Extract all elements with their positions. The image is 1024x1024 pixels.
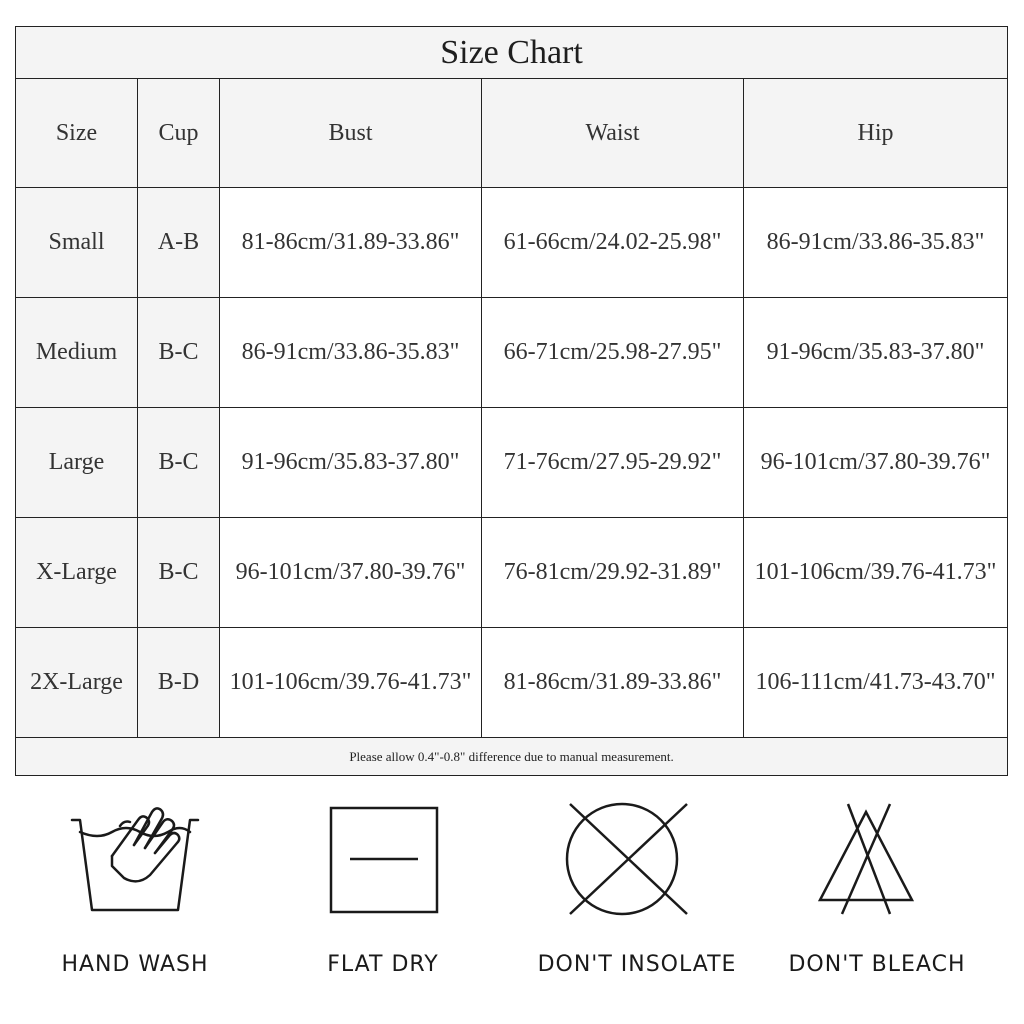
cup-cell: B-C xyxy=(138,518,220,628)
hip-cell: 91-96cm/35.83-37.80" xyxy=(744,298,1008,408)
care-instructions xyxy=(0,790,1024,1000)
hip-cell: 96-101cm/37.80-39.76" xyxy=(744,408,1008,518)
cup-cell: B-C xyxy=(138,298,220,408)
hip-cell: 106-111cm/41.73-43.70" xyxy=(744,628,1008,738)
column-header-hip: Hip xyxy=(744,79,1008,188)
chart-title: Size Chart xyxy=(16,27,1008,79)
cup-cell: A-B xyxy=(138,188,220,298)
waist-cell: 76-81cm/29.92-31.89" xyxy=(482,518,744,628)
care-item-dont-insolate xyxy=(522,790,752,990)
hip-cell: 86-91cm/33.86-35.83" xyxy=(744,188,1008,298)
do-not-insolate-icon xyxy=(522,790,752,940)
care-item-dont-bleach xyxy=(762,790,992,990)
care-label: HAND WASH xyxy=(61,952,209,977)
table-row xyxy=(16,408,1008,518)
bust-cell: 91-96cm/35.83-37.80" xyxy=(220,408,482,518)
care-label: FLAT DRY xyxy=(327,952,439,977)
bust-cell: 96-101cm/37.80-39.76" xyxy=(220,518,482,628)
column-header-bust: Bust xyxy=(220,79,482,188)
care-label: DON'T BLEACH xyxy=(788,952,966,977)
table-row xyxy=(16,628,1008,738)
bust-cell: 101-106cm/39.76-41.73" xyxy=(220,628,482,738)
table-row xyxy=(16,298,1008,408)
waist-cell: 71-76cm/27.95-29.92" xyxy=(482,408,744,518)
column-header-cup: Cup xyxy=(138,79,220,188)
bust-cell: 81-86cm/31.89-33.86" xyxy=(220,188,482,298)
column-header-waist: Waist xyxy=(482,79,744,188)
cup-cell: B-C xyxy=(138,408,220,518)
title-row xyxy=(16,27,1008,79)
waist-cell: 66-71cm/25.98-27.95" xyxy=(482,298,744,408)
care-item-hand-wash xyxy=(20,790,250,990)
waist-cell: 61-66cm/24.02-25.98" xyxy=(482,188,744,298)
flat-dry-icon xyxy=(268,790,498,940)
do-not-bleach-icon xyxy=(762,790,992,940)
bust-cell: 86-91cm/33.86-35.83" xyxy=(220,298,482,408)
column-header-size: Size xyxy=(16,79,138,188)
hand-wash-icon xyxy=(20,790,250,940)
care-label: DON'T INSOLATE xyxy=(537,952,737,977)
size-table xyxy=(15,26,1008,776)
waist-cell: 81-86cm/31.89-33.86" xyxy=(482,628,744,738)
size-cell: 2X-Large xyxy=(16,628,138,738)
care-item-flat-dry xyxy=(268,790,498,990)
measurement-note: Please allow 0.4"-0.8" difference due to manual measurement. xyxy=(16,738,1008,776)
size-cell: X-Large xyxy=(16,518,138,628)
table-row xyxy=(16,518,1008,628)
table-row xyxy=(16,188,1008,298)
size-cell: Medium xyxy=(16,298,138,408)
note-row xyxy=(16,738,1008,776)
cup-cell: B-D xyxy=(138,628,220,738)
size-cell: Large xyxy=(16,408,138,518)
size-chart xyxy=(15,26,1007,776)
header-row xyxy=(16,79,1008,188)
size-cell: Small xyxy=(16,188,138,298)
hip-cell: 101-106cm/39.76-41.73" xyxy=(744,518,1008,628)
